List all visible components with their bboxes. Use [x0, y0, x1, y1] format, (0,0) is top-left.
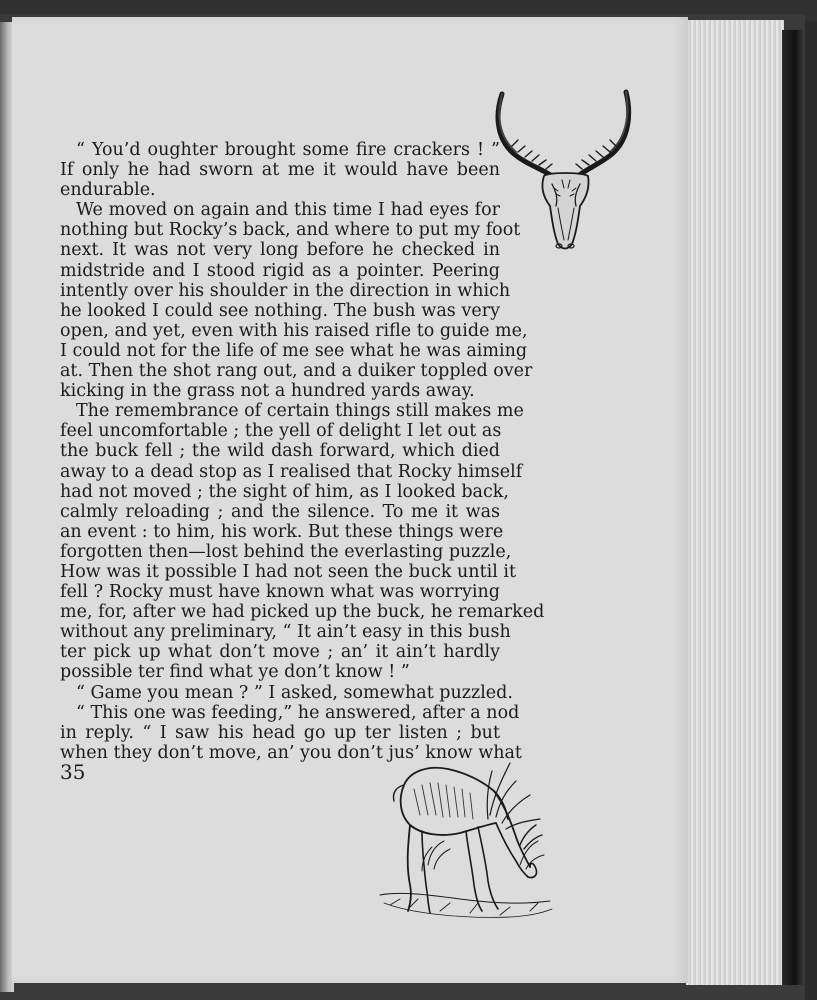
text-line: kicking in the grass not a hundred yards away.: [60, 381, 475, 402]
text-paragraph: [60, 200, 533, 402]
text-line: feel uncomfortable ; the yell of delight I let out as: [60, 421, 502, 442]
book-spine-shadow: [782, 30, 804, 985]
text-line: The remembrance of certain things still makes me: [76, 401, 524, 422]
text-line: open, and yet, even with his raised rifle to guide me,: [60, 320, 528, 341]
text-line: “ Game you mean ? ” I asked, somewhat puzzled.: [76, 682, 513, 703]
text-line: possible ter find what ye don’t know ! ”: [60, 662, 410, 683]
text-line: fell ? Rocky must have known what was worrying: [60, 582, 500, 603]
grazing-duiker-illustration: [370, 745, 560, 930]
text-line: forgotten then—lost behind the everlasting puzzle,: [60, 541, 512, 562]
text-line: away to a dead stop as I realised that Rocky himself: [60, 461, 523, 482]
text-line: “ This one was feeding,” he answered, after a nod: [76, 702, 520, 723]
text-line: I could not for the life of me see what he was aiming: [60, 340, 528, 361]
text-line: an event : to him, his work. But these things were: [60, 521, 504, 542]
text-line: next. It was not very long before he checked in: [60, 240, 500, 261]
text-line: when they don’t move, an’ you don’t jus’ know what: [60, 742, 522, 763]
text-line: ter pick up what don’t move ; an’ it ain’t hardly: [60, 642, 500, 663]
text-paragraph: [60, 401, 545, 683]
text-line: the buck fell ; the wild dash forward, which died: [60, 441, 500, 462]
book-text-body: [60, 140, 545, 763]
text-line: at. Then the shot rang out, and a duiker toppled over: [60, 361, 533, 382]
text-line: midstride and I stood rigid as a pointer. Peering: [60, 260, 500, 281]
text-line: without any preliminary, “ It ain’t easy in this bush: [60, 622, 511, 643]
text-paragraph: [60, 682, 513, 703]
page-stack-edge: [686, 20, 784, 985]
text-line: If only he had sworn at me it would have been: [60, 160, 500, 181]
text-line: he looked I could see nothing. The bush was very: [60, 300, 500, 321]
text-line: calmly reloading ; and the silence. To me it was: [60, 501, 500, 522]
text-line: nothing but Rocky’s back, and where to put my foot: [60, 220, 521, 241]
text-line: me, for, after we had picked up the buck, he remarked: [60, 602, 545, 623]
text-line: We moved on again and this time I had eyes for: [76, 200, 500, 221]
text-line: had not moved ; the sight of him, as I looked back,: [60, 481, 509, 502]
text-line: endurable.: [60, 180, 156, 201]
text-line: in reply. “ I saw his head go up ter listen ; but: [60, 722, 500, 743]
text-line: “ You’d oughter brought some fire crackers ! ”: [76, 140, 500, 160]
text-line: How was it possible I had not seen the buck until it: [60, 561, 516, 582]
page-number: 35: [60, 760, 86, 784]
text-line: intently over his shoulder in the direction in which: [60, 280, 511, 301]
text-paragraph: [60, 140, 500, 200]
